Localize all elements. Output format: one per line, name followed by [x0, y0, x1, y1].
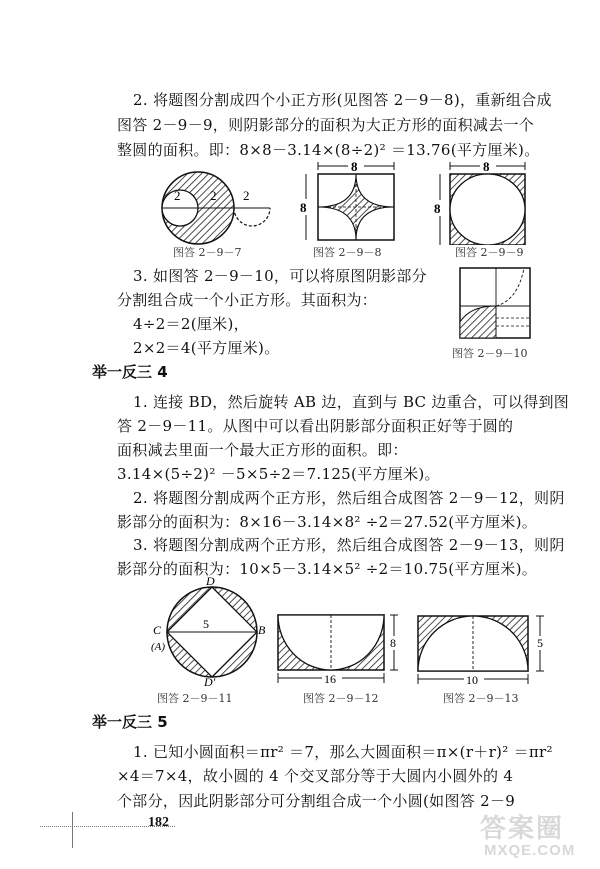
sec5-line3: 个部分，因此阴影部分可分割组合成一个小圆(如图答 2－9	[117, 792, 516, 810]
watermark-bottom: MXQE.COM	[484, 842, 576, 859]
item3-line1: 3. 如图答 2－9－10，可以将原图阴影部分	[133, 267, 427, 285]
sec5-line2: ×4＝7×4，故小圆的 4 个交叉部分等于大圆内小圆外的 4	[117, 767, 514, 785]
svg-text:8: 8	[434, 201, 441, 216]
svg-text:2: 2	[174, 188, 181, 203]
item3-line4: 2×2＝4(平方厘米)。	[133, 339, 280, 357]
sec4-item1-line1: 1. 连接 BD，然后旋转 AB 边，直到与 BC 边重合，可以得到图	[133, 393, 570, 411]
sec4-item2-line2: 影部分的面积为：8×16－3.14×8² ÷2＝27.52(平方厘米)。	[117, 513, 538, 531]
svg-text:D: D	[206, 576, 215, 588]
svg-text:(A): (A)	[151, 641, 166, 653]
svg-text:5: 5	[537, 636, 543, 650]
sec4-item1-line2: 答 2－9－11。从图中可以看出阴影部分面积正好等于圆的	[117, 417, 514, 435]
page-number: 182	[148, 815, 169, 830]
sec5-line1: 1. 已知小圆面积＝πr² ＝7，那么大圆面积＝π×(r＋r)² ＝πr²	[133, 743, 553, 761]
sec4-item3-line2: 影部分的面积为：10×5－3.14×5² ÷2＝10.75(平方厘米)。	[117, 560, 538, 578]
svg-text:5: 5	[203, 617, 209, 631]
figure-2-9-9	[430, 160, 540, 245]
sec4-item2-line1: 2. 将题图分割成两个正方形，然后组合成图答 2－9－12，则阴	[133, 489, 565, 507]
svg-text:16: 16	[324, 672, 336, 686]
figure-2-9-8	[296, 160, 406, 245]
figure-2-9-11	[150, 576, 270, 688]
item3-line3: 4÷2＝2(厘米)，	[133, 315, 249, 333]
figure-2-9-7	[150, 168, 275, 253]
caption-2-9-7: 图答 2－9－7	[173, 246, 242, 259]
item2-line3: 整圆的面积。即：8×8－3.14×(8÷2)² ＝13.76(平方厘米)。	[117, 141, 540, 159]
item2-line1: 2. 将题图分割成四个小正方形(见图答 2－9－8)，重新组合成	[133, 91, 552, 109]
sec4-item1-line4: 3.14×(5÷2)² －5×5÷2＝7.125(平方厘米)。	[117, 465, 440, 483]
svg-text:C: C	[153, 623, 162, 637]
sec4-item1-line3: 面积减去里面一个最大正方形的面积。即：	[117, 441, 408, 459]
caption-2-9-10: 图答 2－9－10	[452, 347, 528, 360]
svg-text:10: 10	[466, 673, 478, 687]
svg-text:2: 2	[210, 188, 217, 203]
caption-2-9-8: 图答 2－9－8	[313, 246, 382, 259]
caption-2-9-9: 图答 2－9－9	[455, 246, 524, 259]
caption-2-9-11: 图答 2－9－11	[157, 692, 233, 705]
svg-text:8: 8	[390, 636, 396, 650]
svg-text:8: 8	[300, 200, 307, 215]
svg-text:D′: D′	[204, 675, 216, 688]
svg-text:2: 2	[243, 188, 250, 203]
svg-text:8: 8	[351, 160, 358, 174]
svg-text:B: B	[258, 623, 266, 637]
section-4-title: 举一反三 4	[92, 363, 168, 381]
svg-text:8: 8	[483, 160, 490, 174]
caption-2-9-13: 图答 2－9－13	[443, 692, 519, 705]
item2-line2: 图答 2－9－9，则阴影部分的面积为大正方形的面积减去一个	[117, 116, 535, 134]
watermark-top: 答案圈	[480, 813, 565, 843]
caption-2-9-12: 图答 2－9－12	[303, 692, 379, 705]
figure-2-9-13	[414, 612, 554, 688]
sec4-item3-line1: 3. 将题图分割成两个正方形，然后组合成图答 2－9－13，则阴	[133, 536, 565, 554]
figure-2-9-12	[272, 610, 402, 690]
figure-2-9-10	[458, 266, 532, 342]
item3-line2: 分割组合成一个小正方形。其面积为：	[117, 291, 378, 309]
section-5-title: 举一反三 5	[92, 713, 168, 731]
footer-tick	[72, 812, 73, 848]
